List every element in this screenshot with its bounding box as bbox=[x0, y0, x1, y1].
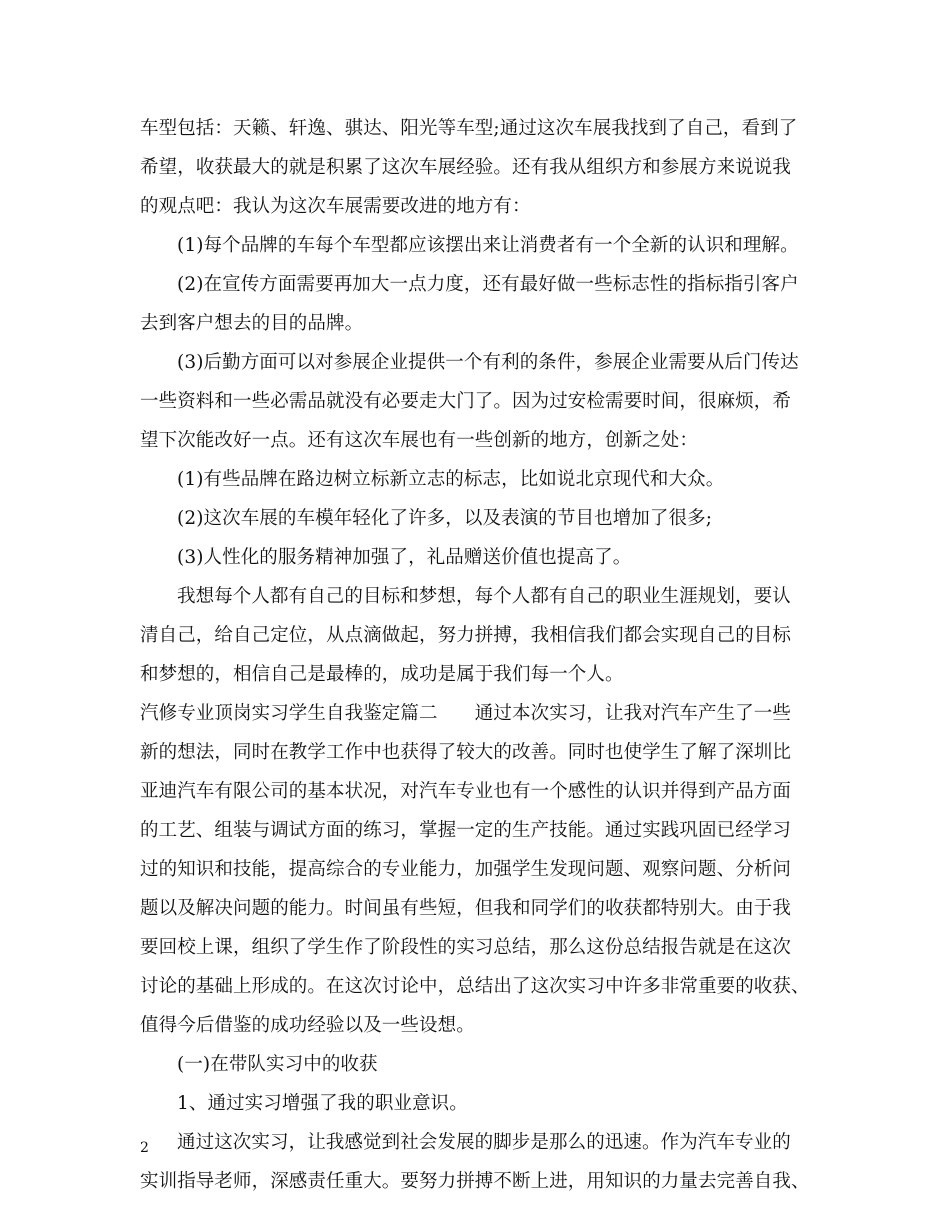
text-line: 车型包括：天籁、轩逸、骐达、阳光等车型;通过这次车展我找到了自己，看到了 bbox=[140, 118, 798, 139]
subheading-line: 1、通过实习增强了我的职业意识。 bbox=[177, 1093, 468, 1114]
text-line: (3)人性化的服务精神加强了，礼品赠送价值也提高了。 bbox=[177, 547, 632, 568]
text-line: 题以及解决问题的能力。时间虽有些短，但我和同学们的收获都特别大。由于我 bbox=[140, 898, 792, 919]
text-line: 新的想法，同时在教学工作中也获得了较大的改善。同时也使学生了解了深圳比 bbox=[140, 742, 792, 763]
subheading-line: (一)在带队实习中的收获 bbox=[177, 1054, 378, 1075]
text-line: 要回校上课，组织了学生作了阶段性的实习总结，那么这份总结报告就是在这次 bbox=[140, 937, 792, 958]
text-line: 清自己，给自己定位，从点滴做起，努力拼搏，我相信我们都会实现自己的目标 bbox=[140, 625, 792, 646]
text-line: 讨论的基础上形成的。在这次讨论中，总结出了这次实习中许多非常重要的收获、 bbox=[140, 976, 810, 997]
text-line: 实训指导老师，深感责任重大。要努力拼搏不断上进，用知识的力量去完善自我、 bbox=[140, 1171, 810, 1192]
text-line: 去到客户想去的目的品牌。 bbox=[140, 313, 364, 334]
text-line: 通过这次实习，让我感觉到社会发展的脚步是那么的迅速。作为汽车专业的 bbox=[177, 1132, 791, 1153]
text-line: (2)在宣传方面需要再加大一点力度，还有最好做一些标志性的指标指引客户 bbox=[177, 274, 799, 295]
text-line: 希望，收获最大的就是积累了这次车展经验。还有我从组织方和参展方来说说我 bbox=[140, 157, 792, 178]
text-line: 的观点吧：我认为这次车展需要改进的地方有： bbox=[140, 196, 531, 217]
text-line: 的工艺、组装与调试方面的练习，掌握一定的生产技能。通过实践巩固已经学习 bbox=[140, 820, 792, 841]
page-number: 2 bbox=[140, 1140, 149, 1156]
text-line: 望下次能改好一点。还有这次车展也有一些创新的地方，创新之处： bbox=[140, 430, 699, 451]
text-line: (1)每个品牌的车每个车型都应该摆出来让消费者有一个全新的认识和理解。 bbox=[177, 235, 799, 256]
section-heading-line: 汽修专业顶岗实习学生自我鉴定篇二 通过本次实习，让我对汽车产生了一些 bbox=[140, 703, 792, 724]
text-line: 亚迪汽车有限公司的基本状况，对汽车专业也有一个感性的认识并得到产品方面 bbox=[140, 781, 792, 802]
text-line: (1)有些品牌在路边树立标新立志的标志，比如说北京现代和大众。 bbox=[177, 469, 725, 490]
text-line: 值得今后借鉴的成功经验以及一些设想。 bbox=[140, 1015, 475, 1036]
text-line: 过的知识和技能，提高综合的专业能力，加强学生发现问题、观察问题、分析问 bbox=[140, 859, 792, 880]
text-line: (3)后勤方面可以对参展企业提供一个有利的条件，参展企业需要从后门传达 bbox=[177, 352, 799, 373]
text-line: 一些资料和一些必需品就没有必要走大门了。因为过安检需要时间，很麻烦，希 bbox=[140, 391, 792, 412]
text-line: 我想每个人都有自己的目标和梦想，每个人都有自己的职业生涯规划，要认 bbox=[177, 586, 791, 607]
text-line: 和梦想的，相信自己是最棒的，成功是属于我们每一个人。 bbox=[140, 664, 624, 685]
text-line: (2)这次车展的车模年轻化了许多，以及表演的节目也增加了很多; bbox=[177, 508, 713, 529]
